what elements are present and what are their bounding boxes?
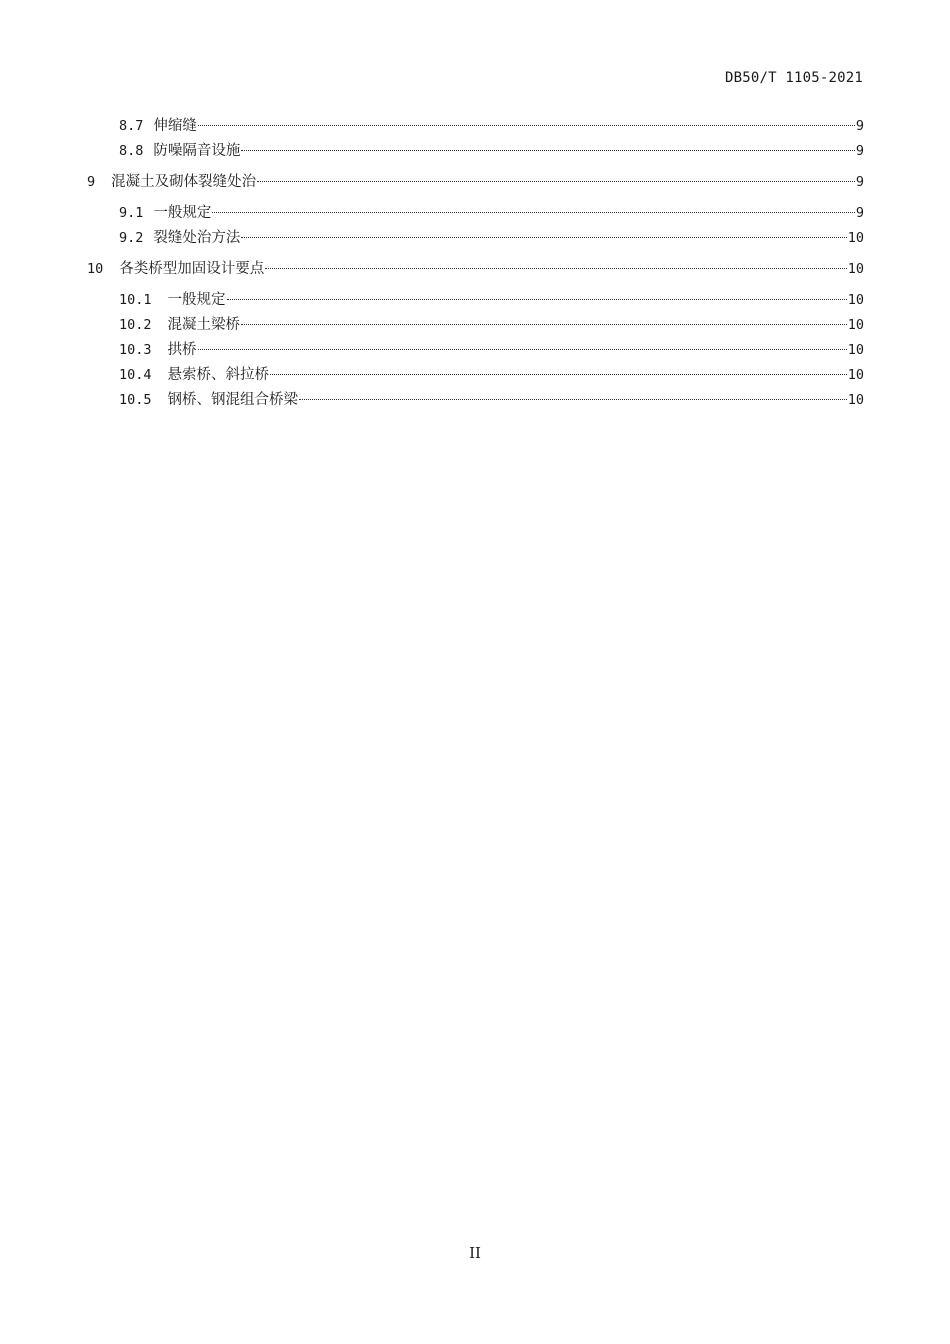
toc-entry-10-2[interactable] (119, 315, 864, 335)
toc-entry-title: 钢桥、钢混组合桥梁 (167, 392, 299, 408)
toc-entry-number: 10.5 (119, 392, 152, 408)
toc-entry-number: 10.2 (119, 317, 152, 333)
toc-entry-number: 10.3 (119, 342, 152, 358)
document-id: DB50/T 1105-2021 (724, 70, 863, 86)
dot-leader (257, 181, 855, 182)
toc-entry-page: 10 (847, 317, 864, 333)
dot-leader (265, 268, 846, 269)
dot-leader (212, 212, 854, 213)
toc-entry-page: 10 (847, 392, 864, 408)
dot-leader (198, 349, 847, 350)
dot-leader (241, 237, 846, 238)
toc-entry-title: 混凝土梁桥 (167, 317, 241, 333)
dot-leader (270, 374, 847, 375)
toc-entry-title: 悬索桥、斜拉桥 (167, 367, 270, 383)
dot-leader (299, 399, 847, 400)
dot-leader (227, 299, 847, 300)
toc-entry-8-8[interactable] (119, 141, 864, 161)
toc-entry-page: 9 (855, 118, 864, 134)
dot-leader (241, 150, 854, 151)
toc-entry-number: 9 (87, 174, 96, 190)
dot-leader (241, 324, 847, 325)
toc-entry-title: 防噪隔音设施 (153, 143, 241, 159)
toc-entry-page: 10 (847, 292, 864, 308)
toc-entry-page: 10 (847, 261, 864, 277)
toc-entry-10-5[interactable] (119, 390, 864, 410)
toc-entry-10-3[interactable] (119, 340, 864, 360)
toc-entry-page: 9 (855, 205, 864, 221)
toc-entry-title: 混凝土及砌体裂缝处治 (111, 174, 257, 190)
toc-entry-number: 8.8 (119, 143, 144, 159)
toc-entry-8-7[interactable] (119, 116, 864, 136)
toc-entry-number: 9.2 (119, 230, 144, 246)
toc-entry-number: 10 (87, 261, 104, 277)
toc-entry-page: 10 (847, 230, 864, 246)
toc-entry-page: 10 (847, 367, 864, 383)
toc-entry-title: 裂缝处治方法 (153, 230, 241, 246)
toc-entry-page: 9 (855, 174, 864, 190)
toc-entry-number: 10.4 (119, 367, 152, 383)
toc-entry-title: 一般规定 (167, 292, 226, 308)
toc-entry-number: 10.1 (119, 292, 152, 308)
toc-entry-10-1[interactable] (119, 290, 864, 310)
page-number: II (469, 1244, 481, 1262)
toc-entry-title: 伸缩缝 (153, 118, 197, 134)
toc-entry-10-4[interactable] (119, 365, 864, 385)
toc-entry-9-1[interactable] (119, 203, 864, 223)
toc-entry-title: 拱桥 (167, 342, 197, 358)
toc-entry-9[interactable] (87, 172, 864, 192)
toc-entry-title: 各类桥型加固设计要点 (119, 261, 265, 277)
toc-entry-page: 10 (847, 342, 864, 358)
toc-entry-title: 一般规定 (153, 205, 212, 221)
toc-entry-number: 8.7 (119, 118, 144, 134)
toc-entry-9-2[interactable] (119, 228, 864, 248)
toc-entry-number: 9.1 (119, 205, 144, 221)
dot-leader (198, 125, 855, 126)
toc-entry-page: 9 (855, 143, 864, 159)
toc-entry-10[interactable] (87, 259, 864, 279)
